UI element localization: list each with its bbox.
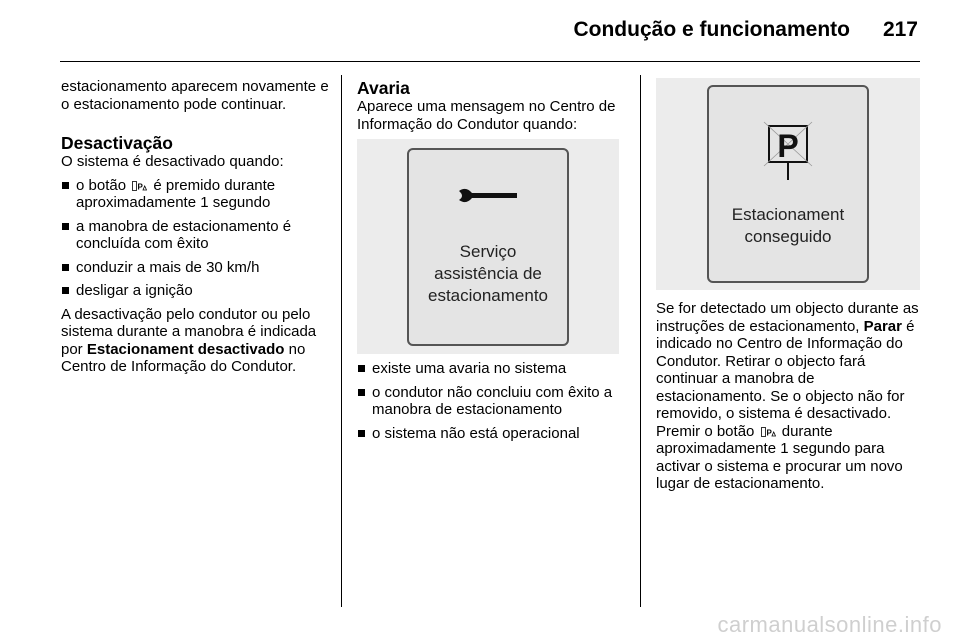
bullet-text: o botão [76, 176, 127, 194]
svg-text:P: P [137, 182, 144, 191]
object-detected-paragraph [656, 300, 924, 493]
display-line: Serviço [459, 241, 517, 261]
page-header-title: Condução e funcionamento [573, 18, 850, 41]
paragraph-text: Se for detectado um objecto durante as instruções de estacionamento, [656, 300, 919, 335]
message-text-stop: Parar [863, 317, 902, 335]
list-item: conduzir a mais de 30 km/h [61, 259, 331, 277]
dic-display-illustration-service [357, 139, 619, 354]
paragraph-text: no Centro de Informação do Condutor. [61, 340, 306, 375]
list-item: o condutor não concluiu com êxito a manobra de estacionamento [357, 384, 625, 419]
watermark: carmanualsonline.info [717, 612, 942, 637]
svg-text:P: P [766, 428, 772, 437]
message-text-deactivated: Estacionament desactivado [86, 340, 285, 358]
display-line: Estacionament [731, 205, 845, 224]
list-item: o sistema não está operacional [357, 425, 625, 443]
fault-list [357, 360, 625, 442]
paragraph-text: A desactivação pelo condutor ou pelo sistema durante a manobra é indicada por [61, 305, 317, 358]
list-item: existe uma avaria no sistema [357, 360, 625, 378]
list-item: a manobra de estacionamento é concluída com êxito [61, 218, 331, 253]
page-number: 217 [882, 18, 918, 41]
intro-paragraph: estacionamento aparecem novamente e o estacionamento pode continuar. [61, 78, 329, 113]
svg-text:P: P [777, 128, 799, 164]
deactivation-list [61, 177, 331, 300]
parking-sign-icon [763, 120, 813, 182]
paragraph-text: durante aproximadamente 1 segundo para activar o sistema e procurar um novo lugar de estacionamento. [656, 422, 903, 492]
display-line: conseguido [744, 227, 832, 246]
bullet-text: é premido durante aproximadamente 1 segundo [76, 176, 276, 211]
column-divider-1 [341, 75, 342, 607]
display-line: estacionamento [427, 285, 549, 305]
section-heading-fault: Avaria [357, 78, 410, 98]
fault-lead: Aparece uma mensagem no Centro de Informação do Condutor quando: [357, 98, 616, 133]
paragraph-text: é indicado no Centro de Informação do Condutor. Retirar o objecto fará continuar a manobra de estacionamento. Se o objecto não for removido, o sistema é desactivado. Premir o botão [656, 317, 915, 440]
column-divider-2 [640, 75, 641, 607]
header-rule [60, 61, 920, 62]
list-item [61, 177, 331, 212]
column-2 [357, 78, 625, 442]
column-3 [656, 78, 924, 493]
column-1 [61, 78, 331, 376]
wrench-icon [457, 187, 519, 207]
parking-assist-button-icon [132, 181, 147, 191]
dic-screen [707, 85, 869, 283]
dic-screen [407, 148, 569, 346]
deactivation-paragraph [61, 306, 331, 376]
parking-assist-button-icon [761, 427, 776, 437]
dic-display-illustration-parked [656, 78, 920, 290]
display-line: assistência de [434, 263, 542, 283]
section-heading-deactivation: Desactivação [61, 133, 173, 153]
deactivation-lead: O sistema é desactivado quando: [61, 153, 284, 170]
list-item: desligar a ignição [61, 282, 331, 300]
